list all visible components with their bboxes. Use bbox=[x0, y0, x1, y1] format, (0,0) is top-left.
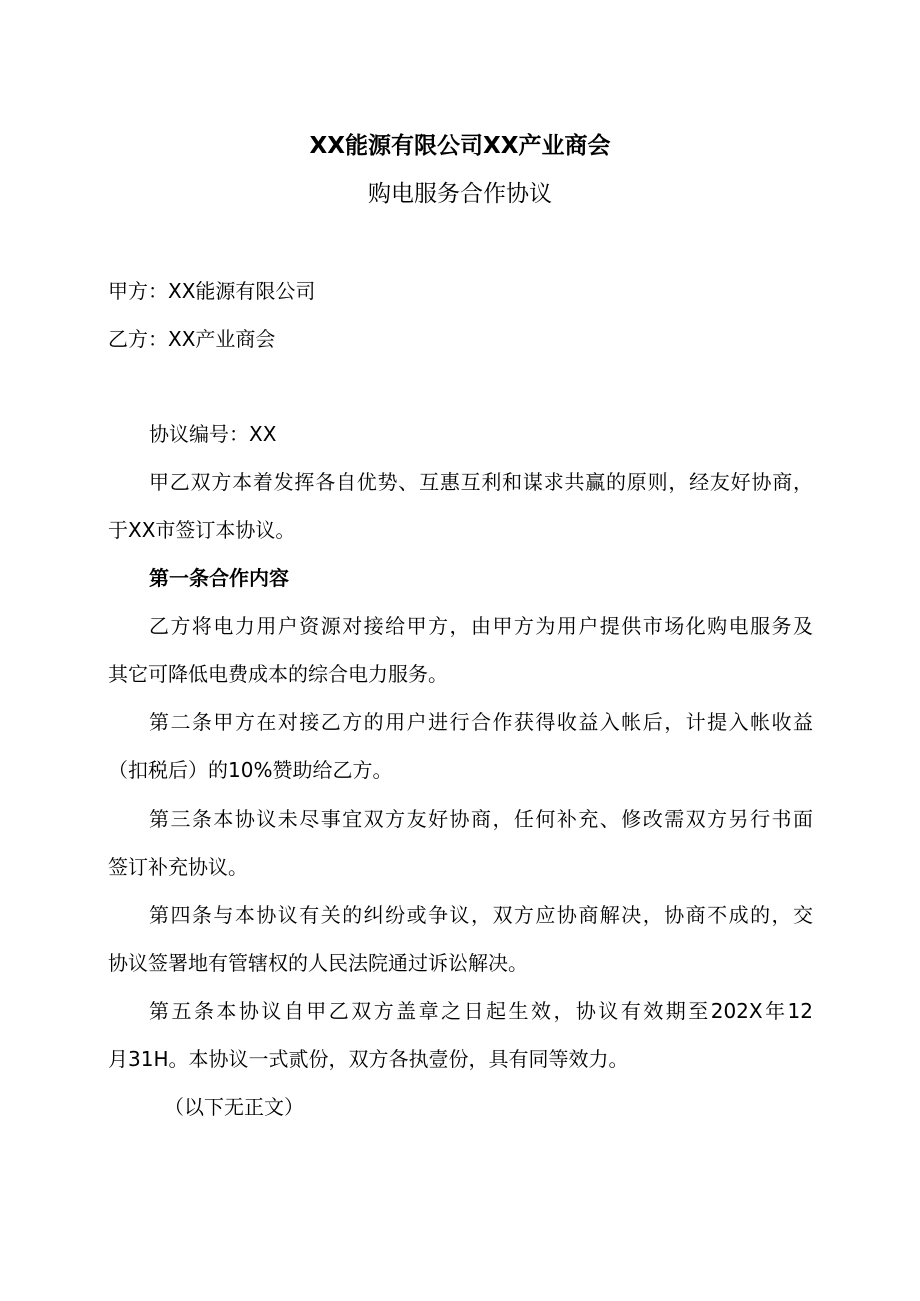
article-4-line-1: 第四条与本协议有关的纠纷或争议，双方应协商解决，协商不成的，交 bbox=[149, 903, 813, 927]
party-b: 乙方：XX产业商会 bbox=[108, 327, 276, 351]
article-4-line-2: 协议签署地有管辖权的人民法院通过诉讼解决。 bbox=[108, 951, 528, 975]
article-3-line-2: 签订补充协议。 bbox=[108, 855, 248, 879]
article-1-heading: 第一条合作内容 bbox=[149, 566, 289, 590]
intro-line-2: 于XX市签订本协议。 bbox=[108, 518, 296, 542]
end-note: （以下无正文） bbox=[164, 1095, 304, 1119]
article-2-line-1: 第二条甲方在对接乙方的用户进行合作获得收益入帐后，计提入帐收益 bbox=[149, 710, 813, 734]
article-1-line-1: 乙方将电力用户资源对接给甲方，由甲方为用户提供市场化购电服务及 bbox=[149, 614, 813, 638]
article-1-line-2: 其它可降低电费成本的综合电力服务。 bbox=[108, 662, 448, 686]
agreement-number: 协议编号：XX bbox=[149, 422, 277, 446]
article-2-line-2: （扣税后）的10%赞助给乙方。 bbox=[108, 758, 393, 782]
document-title-line-2: 购电服务合作协议 bbox=[368, 181, 552, 207]
document-title-line-1: XX能源有限公司XX产业商会 bbox=[309, 133, 611, 159]
article-3-line-1: 第三条本协议未尽事宜双方友好协商，任何补充、修改需双方另行书面 bbox=[149, 807, 813, 831]
article-5-line-2: 月31H。本协议一式贰份，双方各执壹份，具有同等效力。 bbox=[108, 1047, 629, 1071]
intro-line-1: 甲乙双方本着发挥各自优势、互惠互利和谋求共赢的原则，经友好协商， bbox=[149, 470, 813, 494]
article-5-line-1: 第五条本协议自甲乙双方盖章之日起生效，协议有效期至202X年12 bbox=[149, 999, 813, 1023]
party-a: 甲方：XX能源有限公司 bbox=[108, 279, 316, 303]
